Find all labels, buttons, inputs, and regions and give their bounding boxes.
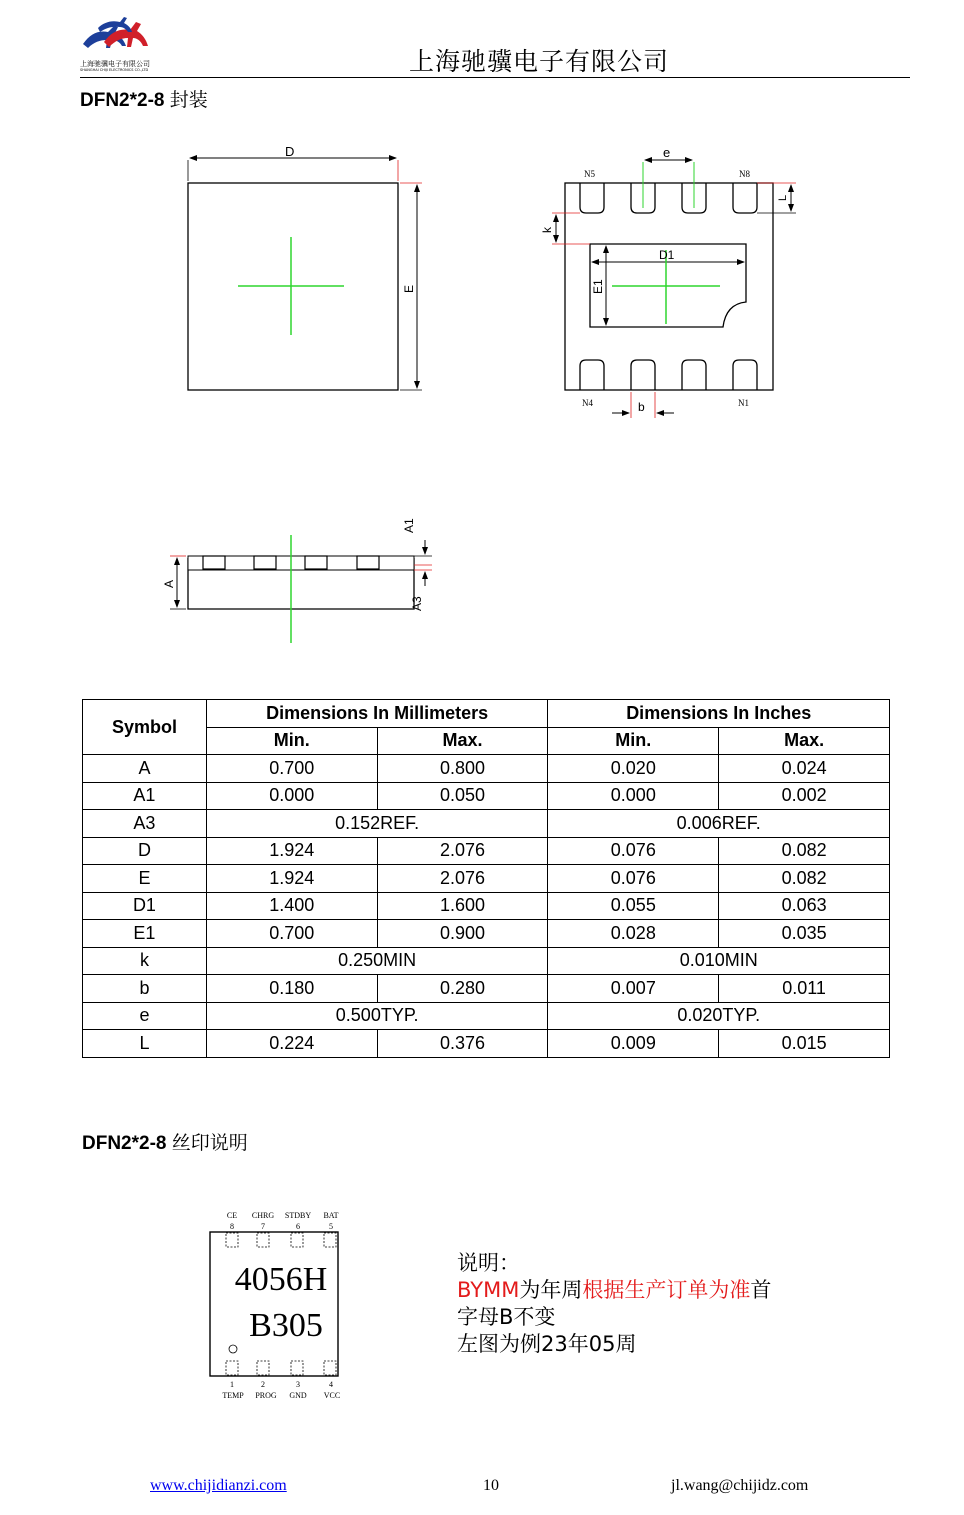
top-view: [188, 158, 422, 390]
top-pin-name: BAT: [323, 1211, 339, 1220]
in-min-cell: 0.020: [548, 755, 719, 783]
top-pin-number: 7: [261, 1222, 265, 1231]
package-title-cn: 封装: [169, 89, 208, 111]
description-line1: [457, 1277, 897, 1304]
top-pin-name: STDBY: [284, 1211, 312, 1220]
mm-min-cell: 1.924: [206, 837, 377, 865]
bottom-pin-name: VCC: [323, 1391, 341, 1400]
desc-red-order: 根据生产订单为准: [582, 1278, 751, 1302]
in-max-cell: 0.035: [719, 920, 890, 948]
in-min-cell: 0.028: [548, 920, 719, 948]
label-a3: A3: [410, 596, 424, 611]
mm-max-cell: 2.076: [377, 865, 548, 893]
in-max-cell: 0.015: [719, 1030, 890, 1058]
mm-min-cell: 0.180: [206, 975, 377, 1003]
footer-website-link[interactable]: www.chijidianzi.com: [150, 1477, 287, 1494]
mm-max-cell: 2.076: [377, 837, 548, 865]
table-row: [83, 1030, 890, 1058]
mm-max-header: Max.: [377, 727, 548, 755]
mm-max-cell: 0.376: [377, 1030, 548, 1058]
marking-section-title: [82, 1128, 248, 1155]
symbol-header: Symbol: [83, 700, 207, 755]
symbol-cell: E1: [83, 920, 207, 948]
label-n8: N8: [739, 169, 750, 179]
bottom-pin-name: TEMP: [222, 1391, 244, 1400]
symbol-cell: e: [83, 1002, 207, 1030]
top-pin-number: 5: [329, 1222, 333, 1231]
in-max-cell: 0.024: [719, 755, 890, 783]
in-min-cell: 0.007: [548, 975, 719, 1003]
mm-min-cell: 1.924: [206, 865, 377, 893]
package-drawings: [0, 0, 964, 700]
label-l: L: [777, 194, 789, 201]
in-value-cell: 0.006REF.: [548, 810, 890, 838]
desc-red-bymm: BYMM: [457, 1278, 520, 1302]
mm-min-header: Min.: [206, 727, 377, 755]
in-min-cell: 0.009: [548, 1030, 719, 1058]
mm-max-cell: 0.280: [377, 975, 548, 1003]
symbol-cell: A1: [83, 782, 207, 810]
table-row: [83, 755, 890, 783]
mm-value-cell: 0.250MIN: [206, 947, 548, 975]
mm-min-cell: 0.700: [206, 920, 377, 948]
label-d1: D1: [659, 248, 675, 262]
desc-text: 为年周: [519, 1278, 583, 1302]
bottom-pin-number: 3: [296, 1380, 300, 1389]
side-view: [170, 535, 432, 643]
in-max-cell: 0.082: [719, 865, 890, 893]
description-line2: 字母B不变: [457, 1305, 556, 1329]
in-max-cell: 0.082: [719, 837, 890, 865]
in-max-cell: 0.011: [719, 975, 890, 1003]
in-max-cell: 0.063: [719, 892, 890, 920]
mm-value-cell: 0.152REF.: [206, 810, 548, 838]
table-row: [83, 920, 890, 948]
table-row: [83, 975, 890, 1003]
top-pin-name: CHRG: [251, 1211, 275, 1220]
in-value-cell: 0.010MIN: [548, 947, 890, 975]
company-name: 上海驰骥电子有限公司: [409, 47, 670, 76]
label-e-pitch: e: [663, 145, 671, 160]
bottom-view: [552, 160, 796, 418]
label-e: E: [402, 284, 416, 293]
bottom-pin-name: GND: [289, 1391, 307, 1400]
symbol-cell: b: [83, 975, 207, 1003]
chip-mark-line2: B305: [249, 1307, 323, 1344]
label-n4: N4: [582, 398, 593, 408]
marking-title-cn: 丝印说明: [171, 1132, 248, 1154]
label-k: k: [540, 227, 554, 233]
mm-min-cell: 0.700: [206, 755, 377, 783]
page-number: 10: [483, 1477, 499, 1494]
table-row: [83, 810, 890, 838]
mm-value-cell: 0.500TYP.: [206, 1002, 548, 1030]
in-min-cell: 0.076: [548, 837, 719, 865]
label-n5: N5: [584, 169, 595, 179]
mm-min-cell: 1.400: [206, 892, 377, 920]
chip-body: [210, 1232, 338, 1376]
pin1-dot: [229, 1345, 237, 1353]
table-row: [83, 782, 890, 810]
footer-email: jl.wang@chijidz.com: [671, 1477, 809, 1494]
mm-max-cell: 1.600: [377, 892, 548, 920]
mm-header: Dimensions In Millimeters: [206, 700, 548, 728]
mm-min-cell: 0.224: [206, 1030, 377, 1058]
marking-title-en: DFN2*2-8: [82, 1133, 167, 1154]
description-line3: 左图为例23年05周: [457, 1332, 637, 1356]
logo-caption: 上海驰骥电子有限公司: [80, 60, 150, 68]
top-pin-number: 8: [230, 1222, 234, 1231]
in-min-cell: 0.055: [548, 892, 719, 920]
symbol-cell: E: [83, 865, 207, 893]
table-row: [83, 947, 890, 975]
symbol-cell: A: [83, 755, 207, 783]
symbol-cell: L: [83, 1030, 207, 1058]
chip-mark-line1: 4056H: [234, 1261, 328, 1298]
chip-marking-drawing: [200, 1200, 360, 1410]
top-pin-number: 6: [296, 1222, 300, 1231]
mm-max-cell: 0.900: [377, 920, 548, 948]
table-row: [83, 837, 890, 865]
top-pin-name: CE: [226, 1211, 238, 1220]
bottom-pin-number: 1: [230, 1380, 234, 1389]
mm-min-cell: 0.000: [206, 782, 377, 810]
in-min-cell: 0.000: [548, 782, 719, 810]
package-title-en: DFN2*2-8: [80, 90, 165, 111]
description-heading: 说明：: [457, 1251, 520, 1275]
in-min-header: Min.: [548, 727, 719, 755]
label-b: b: [638, 400, 645, 414]
marking-description: [457, 1250, 897, 1358]
bottom-pin-number: 2: [261, 1380, 265, 1389]
bottom-pin-number: 4: [329, 1380, 333, 1389]
desc-text: 首: [750, 1278, 772, 1302]
label-n1: N1: [738, 398, 749, 408]
in-value-cell: 0.020TYP.: [548, 1002, 890, 1030]
dimension-table: [82, 699, 890, 1058]
table-row: [83, 865, 890, 893]
label-a1: A1: [402, 518, 416, 533]
label-d: D: [285, 144, 295, 159]
symbol-cell: A3: [83, 810, 207, 838]
logo-subcaption: SHANGHAI CHIJI ELECTRONICS CO.,LTD: [80, 68, 149, 72]
in-header: Dimensions In Inches: [548, 700, 890, 728]
table-row: [83, 892, 890, 920]
chip-pads: [226, 1233, 336, 1375]
label-a: A: [162, 579, 176, 588]
label-e1: E1: [591, 279, 605, 294]
table-row: [83, 1002, 890, 1030]
mm-max-cell: 0.800: [377, 755, 548, 783]
in-max-header: Max.: [719, 727, 890, 755]
in-max-cell: 0.002: [719, 782, 890, 810]
mm-max-cell: 0.050: [377, 782, 548, 810]
in-min-cell: 0.076: [548, 865, 719, 893]
bottom-pin-name: PROG: [255, 1391, 277, 1400]
symbol-cell: k: [83, 947, 207, 975]
symbol-cell: D1: [83, 892, 207, 920]
symbol-cell: D: [83, 837, 207, 865]
